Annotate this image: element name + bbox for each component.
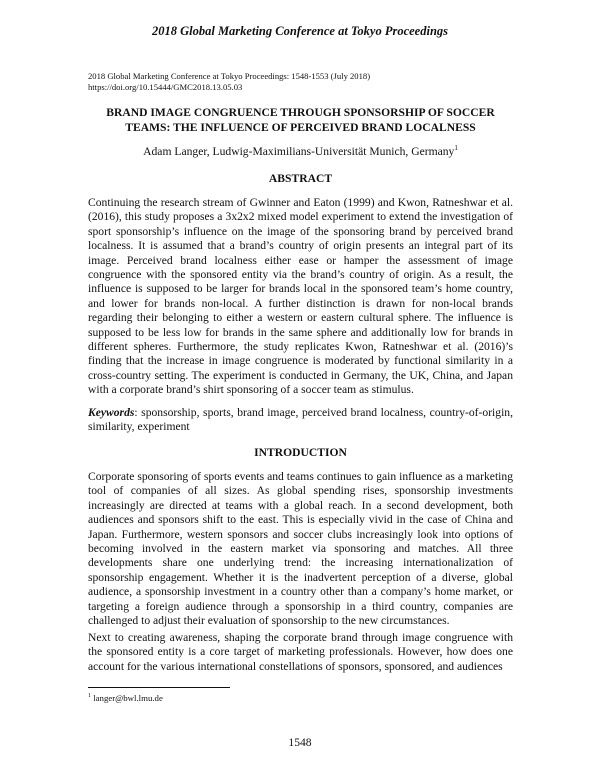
title-line-2: TEAMS: THE INFLUENCE OF PERCEIVED BRAND LOCALNESS [125,120,476,134]
footnote [88,693,163,703]
author-name: Adam Langer, Ludwig-Maximilians-Universität Munich, Germany [143,144,455,158]
footnote-divider [88,687,230,688]
keywords-label: Keywords [88,406,135,419]
introduction-paragraph-1: Corporate sponsoring of sports events and teams continues to gain influence as a marketing tool of companies of all sizes. As global spending rises, sponsorship investments increasingly are directed at teams with a global reach. In a second development, both audiences and sponsors shift to the east. This is especially vivid in the case of China and Japan. Furthermore, western sponsors and soccer clubs increasingly look into options of becoming involved in the eastern market via sponsoring and matches. All three developments share one underlying trend: the increasing internationalization of sponsorship engagement. Whether it is the inadvertent perception of a diverse, global audience, a sponsorship investment in a country other than a company’s home market, or targeting a foreign audience through a sponsorship in a third country, companies are challenged to adjust their evaluation of sponsorship to the new circumstances. [88,470,513,628]
introduction-heading: INTRODUCTION [254,446,347,459]
footnote-email: langer@bwl.lmu.de [91,693,163,703]
author-line [88,144,513,158]
paper-title [88,106,513,135]
page-number: 1548 [288,736,312,749]
abstract-heading: ABSTRACT [268,172,333,185]
citation-block [88,71,370,93]
author-footnote-mark: 1 [454,144,458,152]
footnote-mark: 1 [88,693,91,700]
abstract-paragraph: Continuing the research stream of Gwinner and Eaton (1999) and Kwon, Ratneshwar et al. (2016), this study proposes a 3x2x2 mixed model experiment to extend the investigation of sport sponsorship’s influence on the image of the sponsoring brand by perceived brand localness. It is assumed that a brand’s country of origin presents an integral part of its image. Perceived brand localness either ease or hamper the assessment of image congruence with the sponsored entity via the brand’s country of origin. As a result, the influence is supposed to be larger for brands local in the sponsored team’s home country, and lower for brands non-local. A further distinction is drawn for non-local brands regarding their belonging to either a western or eastern cultural sphere. The influence is supposed to be less low for brands in the same sphere and additionally low for brands in different spheres. Furthermore, the study replicates Kwon, Ratneshwar et al. (2016)’s finding that the increase in image congruence is moderated by functional similarity in a cross-country setting. The experiment is conducted in Germany, the UK, China, and Japan with a corporate brand’s shirt sponsoring of a soccer team as stimulus. [88,196,513,397]
citation-line: 2018 Global Marketing Conference at Tokyo Proceedings: 1548-1553 (July 2018) [88,71,371,81]
title-line-1: BRAND IMAGE CONGRUENCE THROUGH SPONSORSHIP OF SOCCER [106,106,495,119]
keywords-text: : sponsorship, sports, brand image, perceived brand localness, country-of-origin, similarity, experiment [88,406,513,434]
doi-line: https://doi.org/10.15444/GMC2018.13.05.03 [88,82,243,92]
keywords-paragraph [88,406,513,435]
introduction-paragraph-2: Next to creating awareness, shaping the corporate brand through image congruence with the sponsored entity is a core target of marketing professionals. However, how does one account for the various international constellations of sponsors, sponsored, and audiences [88,631,513,673]
running-head: 2018 Global Marketing Conference at Tokyo Proceedings [151,24,449,38]
